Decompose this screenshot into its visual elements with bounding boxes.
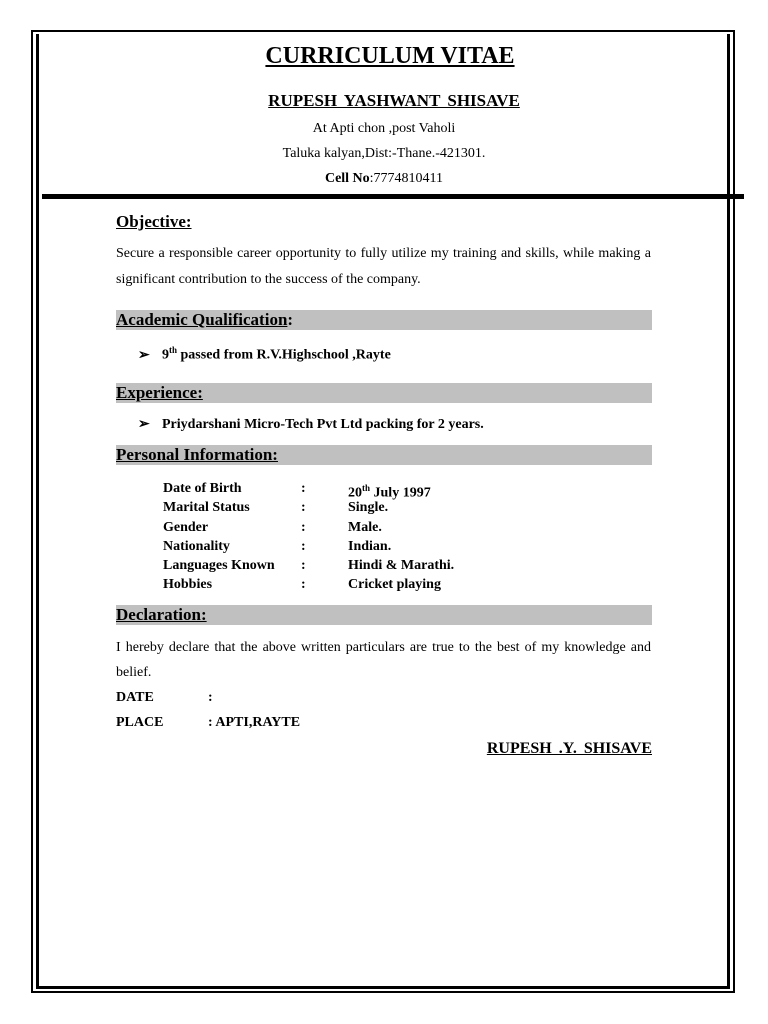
info-label: Languages Known bbox=[163, 558, 275, 574]
address-line-2: Taluka kalyan,Dist:-Thane.-421301. bbox=[282, 146, 486, 161]
date-value: : bbox=[208, 690, 213, 705]
place-value: : APTI,RAYTE bbox=[208, 715, 301, 730]
info-value: Indian. bbox=[348, 538, 392, 554]
info-separator: : bbox=[301, 481, 306, 496]
experience-heading bbox=[116, 383, 652, 403]
academic-grade: 9 bbox=[162, 347, 169, 363]
date-label: DATE bbox=[116, 690, 154, 705]
objective-text: Secure a responsible career opportunity to fully utilize my training and skills, while making a significant contribution to the success of the company. bbox=[116, 246, 651, 287]
signature-name: RUPESH .Y. SHISAVE bbox=[486, 740, 652, 757]
declaration-heading bbox=[116, 605, 652, 625]
academic-item-text: passed from R.V.Highschool ,Rayte bbox=[177, 347, 391, 363]
header-divider bbox=[42, 194, 744, 199]
dob-day-sup: th bbox=[362, 483, 371, 493]
info-separator: : bbox=[301, 538, 306, 554]
candidate-name: RUPESH YASHWANT SHISAVE bbox=[268, 91, 520, 110]
info-value: Male. bbox=[348, 519, 382, 535]
objective-heading: Objective: bbox=[116, 212, 192, 231]
document-title: CURRICULUM VITAE bbox=[265, 43, 515, 69]
academic-heading-colon: : bbox=[287, 310, 294, 329]
place-label: PLACE bbox=[116, 715, 164, 730]
experience-heading-text: Experience: bbox=[116, 383, 203, 402]
info-separator: : bbox=[301, 558, 306, 574]
info-separator: : bbox=[301, 519, 306, 535]
academic-grade-sup: th bbox=[169, 345, 178, 355]
arrow-bullet-icon: ➢ bbox=[138, 347, 150, 363]
personal-heading-text: Personal Information: bbox=[116, 445, 278, 464]
info-value: Hindi & Marathi. bbox=[348, 558, 455, 574]
academic-item bbox=[138, 345, 391, 364]
dob-rest: July 1997 bbox=[370, 485, 431, 501]
academic-heading-text: Academic Qualification bbox=[116, 310, 288, 329]
date-line bbox=[116, 690, 213, 706]
info-value: Single. bbox=[348, 500, 389, 516]
info-separator: : bbox=[301, 500, 306, 516]
cell-label: Cell No bbox=[324, 171, 370, 186]
info-value: Cricket playing bbox=[348, 577, 441, 593]
info-label: Gender bbox=[163, 519, 209, 535]
info-label: Nationality bbox=[163, 538, 230, 554]
academic-heading bbox=[116, 310, 652, 330]
declaration-heading-text: Declaration: bbox=[116, 605, 207, 624]
place-line bbox=[116, 715, 300, 731]
experience-item bbox=[138, 416, 484, 433]
personal-heading bbox=[116, 445, 652, 465]
info-label: Date of Birth bbox=[163, 481, 242, 496]
cell-number bbox=[0, 171, 768, 187]
info-label: Hobbies bbox=[163, 577, 213, 593]
info-label: Marital Status bbox=[163, 500, 250, 516]
dob-day: 20 bbox=[348, 485, 362, 501]
declaration-text: I hereby declare that the above written particulars are true to the best of my knowledge and belief. bbox=[116, 640, 651, 680]
info-separator: : bbox=[301, 577, 306, 593]
address-line-1: At Apti chon ,post Vaholi bbox=[312, 121, 456, 136]
arrow-bullet-icon: ➢ bbox=[138, 417, 150, 432]
experience-item-text: Priydarshani Micro-Tech Pvt Ltd packing for 2 years. bbox=[162, 417, 484, 432]
cell-value: :7774810411 bbox=[369, 171, 444, 186]
